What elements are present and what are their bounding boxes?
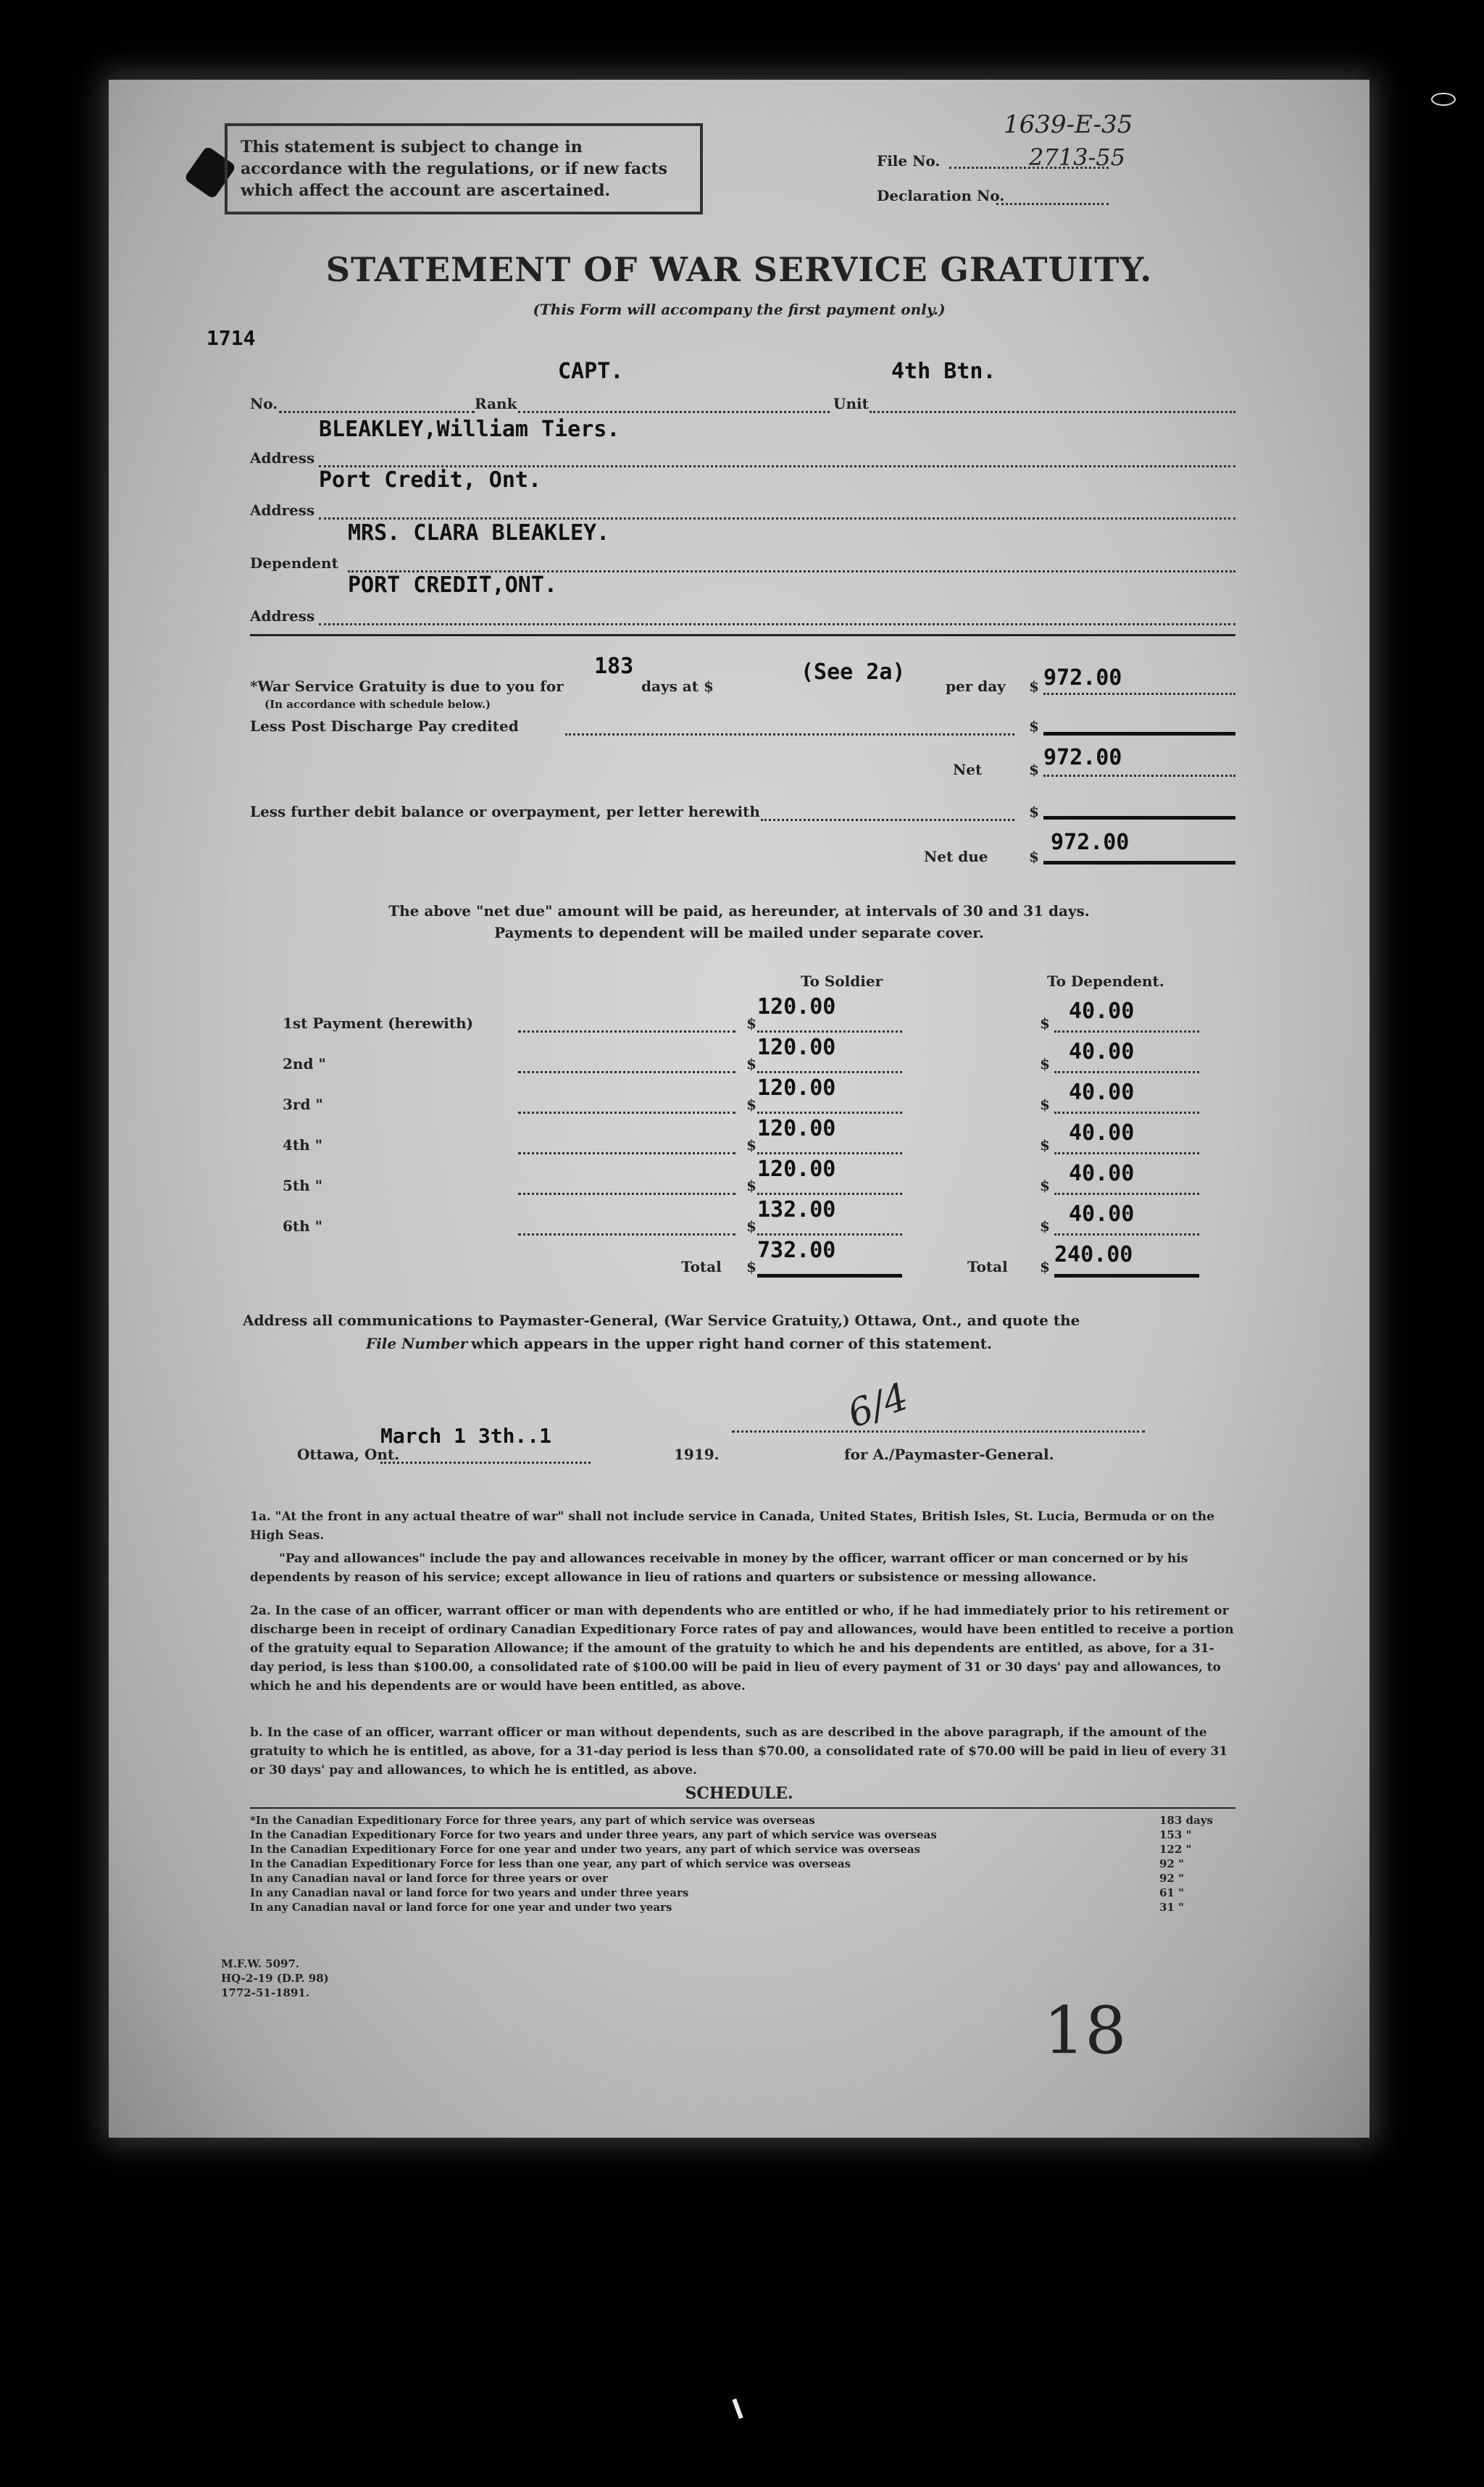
dependent-label: Dependent (250, 554, 338, 572)
date-line (380, 1444, 591, 1464)
payments-intro-2: Payments to dependent will be mailed under separate cover. (494, 924, 984, 941)
less-post-discharge-dots (565, 716, 1014, 736)
schedule-text: *In the Canadian Expeditionary Force for three years, any part of which service was overseas (250, 1814, 815, 1827)
ottawa-label: Ottawa, Ont. (297, 1446, 400, 1463)
page-number: 18 (1043, 1993, 1127, 2069)
file-no-label: File No. (877, 152, 941, 170)
schedule-rule (250, 1807, 1235, 1809)
schedule-text: In any Canadian naval or land force for one year and under two years (250, 1901, 672, 1914)
total-dependent-currency: $ (1040, 1258, 1050, 1275)
soldier-address: Port Credit, Ont. (319, 467, 542, 493)
note-pay-allowances: "Pay and allowances" include the pay and allowances receivable in money by the officer, warrant officer or man concerned or by his dependents by reason of his service; except allowance in lieu of rations and quarters or subsistence or messing allowance. (250, 1551, 1188, 1585)
soldier-amount: 132.00 (757, 1197, 836, 1222)
address-label-3: Address (250, 607, 315, 625)
address-comms-line1: Address all communications to Paymaster-General, (War Service Gratuity,) Ottawa, Ont., and quote the (243, 1312, 1080, 1329)
total-label-dependent: Total (967, 1258, 1008, 1275)
net-currency: $ (1029, 761, 1039, 778)
total-dependent: 240.00 (1054, 1242, 1133, 1267)
gratuity-prefix: *War Service Gratuity is due to you for (250, 678, 564, 695)
payment-dots (518, 1013, 735, 1033)
schedule-days: 31 " (1159, 1901, 1184, 1914)
schedule-days: 183 days (1159, 1814, 1213, 1827)
net-label: Net (953, 761, 983, 778)
form-code-1: M.F.W. 5097. (221, 1957, 300, 1970)
soldier-currency: $ (746, 1177, 756, 1194)
payment-dots (518, 1216, 735, 1236)
net-due-currency: $ (1029, 848, 1039, 865)
dependent-amount: 40.00 (1069, 1161, 1135, 1186)
rate-value: (See 2a) (801, 659, 906, 685)
form-code-3: 1772-51-1891. (221, 1986, 310, 1999)
days-label: days at $ (641, 678, 714, 695)
payment-dots (518, 1054, 735, 1073)
less-debit-currency: $ (1029, 803, 1039, 820)
payment-label: 5th " (283, 1177, 323, 1194)
name-line (319, 448, 1235, 467)
net-due-label: Net due (924, 848, 988, 865)
payment-label: 2nd " (283, 1055, 326, 1072)
col-soldier-header: To Soldier (801, 972, 883, 990)
file-no-value: 2713-55 (1029, 143, 1125, 171)
document-page (109, 80, 1370, 2138)
total-soldier: 732.00 (757, 1238, 836, 1263)
less-post-currency: $ (1029, 717, 1039, 735)
soldier-line (757, 1135, 902, 1154)
total-dependent-underline (1054, 1274, 1199, 1278)
dependent-address-line (319, 606, 1235, 625)
dependent-name: MRS. CLARA BLEAKLEY. (348, 520, 610, 546)
rank-label: Rank (475, 395, 517, 412)
address-line (319, 500, 1235, 520)
dependent-line (1054, 1054, 1199, 1073)
payment-label: 6th " (283, 1217, 323, 1235)
for-paymaster: for A./Paymaster-General. (844, 1446, 1054, 1463)
dependent-line (1054, 1094, 1199, 1114)
dependent-line (1054, 1135, 1199, 1154)
total-label-soldier: Total (681, 1258, 722, 1275)
soldier-amount: 120.00 (757, 1075, 836, 1101)
schedule-days: 61 " (1159, 1886, 1184, 1899)
schedule-text: In the Canadian Expeditionary Force for less than one year, any part of which service was overseas (250, 1857, 851, 1870)
amount-currency: $ (1029, 678, 1039, 695)
col-dependent-header: To Dependent. (1047, 972, 1164, 990)
year: 1919. (674, 1446, 720, 1463)
schedule-note: (In accordance with schedule below.) (264, 698, 491, 711)
soldier-currency: $ (746, 1136, 756, 1154)
soldier-line (757, 1094, 902, 1114)
scan-artifact-top (1431, 93, 1456, 106)
payment-label: 3rd " (283, 1096, 323, 1113)
soldier-currency: $ (746, 1217, 756, 1235)
schedule-text: In the Canadian Expeditionary Force for two years and under three years, any part of which service was overseas (250, 1828, 937, 1841)
soldier-line (757, 1175, 902, 1195)
soldier-currency: $ (746, 1055, 756, 1072)
notice-box: This statement is subject to change in accordance with the regulations, or if new facts which affect the account are ascertained. (225, 123, 703, 214)
dependent-amount: 40.00 (1069, 1080, 1135, 1105)
less-post-discharge-label: Less Post Discharge Pay credited (250, 717, 519, 735)
dependent-amount: 40.00 (1069, 1120, 1135, 1146)
less-debit-dots (761, 801, 1014, 821)
soldier-currency: $ (746, 1096, 756, 1113)
dependent-line (1054, 1216, 1199, 1236)
file-number-italic: File Number (366, 1335, 468, 1352)
gratuity-amount: 972.00 (1043, 665, 1122, 691)
schedule-text: In any Canadian naval or land force for two years and under three years (250, 1886, 689, 1899)
form-code-2: HQ-2-19 (D.P. 98) (221, 1972, 329, 1985)
soldier-amount: 120.00 (757, 1116, 836, 1141)
net-value: 972.00 (1043, 745, 1122, 770)
amount-line (1043, 675, 1235, 695)
dependent-currency: $ (1040, 1217, 1050, 1235)
declaration-no-line (996, 186, 1109, 205)
schedule-days: 92 " (1159, 1872, 1184, 1885)
payment-dots (518, 1094, 735, 1114)
dependent-currency: $ (1040, 1015, 1050, 1032)
declaration-no-label: Declaration No. (877, 187, 1005, 204)
soldier-line (757, 1054, 902, 1073)
payments-intro-1: The above "net due" amount will be paid, as hereunder, at intervals of 30 and 31 days. (388, 902, 1090, 920)
net-due-value: 972.00 (1051, 830, 1130, 855)
dependent-currency: $ (1040, 1136, 1050, 1154)
soldier-name: BLEAKLEY,William Tiers. (319, 417, 620, 442)
address-label-2: Address (250, 501, 315, 519)
net-due-underline (1043, 861, 1235, 865)
dependent-address: PORT CREDIT,ONT. (348, 572, 557, 598)
signature-line (732, 1413, 1145, 1433)
days-value: 183 (594, 654, 634, 679)
dependent-amount: 40.00 (1069, 1201, 1135, 1227)
total-soldier-currency: $ (746, 1258, 756, 1275)
page-subtitle: (This Form will accompany the first payment only.) (533, 301, 946, 318)
per-day-label: per day (946, 678, 1006, 695)
payment-label: 1st Payment (herewith) (283, 1015, 474, 1032)
no-label: No. (250, 395, 278, 412)
less-debit-label: Less further debit balance or overpayment, per letter herewith (250, 803, 760, 820)
soldier-amount: 120.00 (757, 1035, 836, 1060)
schedule-days: 153 " (1159, 1828, 1192, 1841)
dependent-amount: 40.00 (1069, 999, 1135, 1024)
dependent-line (1054, 1175, 1199, 1195)
rank-line (518, 393, 830, 413)
dependent-currency: $ (1040, 1096, 1050, 1113)
less-post-underline (1043, 732, 1235, 736)
schedule-title: SCHEDULE. (685, 1784, 793, 1803)
note-2a: 2a. In the case of an officer, warrant officer or man with dependents who are entitled or who, if he had immediately prior to his retirement or discharge been in receipt of ordinary Canadian Expeditionary Force rates of pay and allowances, would have been entitled to receive a portion of the gratuity equal to Separation Allowance; if the amount of the gratuity to which he and his dependents are entitled, as above, for a 31-day period, is less than $100.00, a consolidated rate of $100.00 will be paid in lieu of every payment of 31 or 30 days' pay and allowances, to which he and his dependents are or would have been entitled, as above. (250, 1604, 1234, 1694)
soldier-currency: $ (746, 1015, 756, 1032)
unit-line (870, 393, 1235, 413)
soldier-amount: 120.00 (757, 1157, 836, 1182)
payment-dots (518, 1175, 735, 1195)
no-line (279, 393, 475, 413)
schedule-days: 92 " (1159, 1857, 1184, 1870)
unit-value: 4th Btn. (891, 359, 996, 384)
total-soldier-underline (757, 1274, 902, 1278)
dependent-line (348, 553, 1235, 572)
soldier-line (757, 1013, 902, 1033)
section-divider (250, 634, 1235, 636)
less-debit-underline (1043, 816, 1235, 820)
dependent-line (1054, 1013, 1199, 1033)
margin-number: 1714 (207, 326, 256, 350)
net-line (1043, 757, 1235, 777)
note-b: b. In the case of an officer, warrant officer or man without dependents, such as are described in the above paragraph, if the amount of the gratuity to which he is entitled, as above, for a 31-day period is less than $70.00, a consolidated rate of $70.00 will be paid in lieu of every 31 or 30 days' pay and allowances, to which he is entitled, as above. (250, 1725, 1228, 1778)
page-title: STATEMENT OF WAR SERVICE GRATUITY. (325, 250, 1153, 289)
dependent-currency: $ (1040, 1177, 1050, 1194)
dependent-amount: 40.00 (1069, 1039, 1135, 1065)
scan-artifact-bottom (732, 2399, 743, 2419)
schedule-days: 122 " (1159, 1843, 1192, 1856)
payment-dots (518, 1135, 735, 1154)
date-typed: March 1 3th..1 (380, 1424, 552, 1448)
payment-label: 4th " (283, 1136, 323, 1154)
rank-value: CAPT. (558, 359, 624, 384)
schedule-text: In the Canadian Expeditionary Force for one year and under two years, any part of which service was overseas (250, 1843, 920, 1856)
file-ref-top: 1639-E-35 (1004, 110, 1133, 139)
schedule-text: In any Canadian naval or land force for three years or over (250, 1872, 608, 1885)
unit-label: Unit (833, 395, 869, 412)
address-label-1: Address (250, 449, 315, 467)
note-1a: 1a. "At the front in any actual theatre of war" shall not include service in Canada, United States, British Isles, St. Lucia, Bermuda or on the High Seas. (250, 1509, 1214, 1543)
soldier-line (757, 1216, 902, 1236)
dependent-currency: $ (1040, 1055, 1050, 1072)
soldier-amount: 120.00 (757, 994, 836, 1020)
address-comms-line2: which appears in the upper right hand corner of this statement. (471, 1335, 992, 1352)
signature: 6/4 (842, 1375, 914, 1437)
